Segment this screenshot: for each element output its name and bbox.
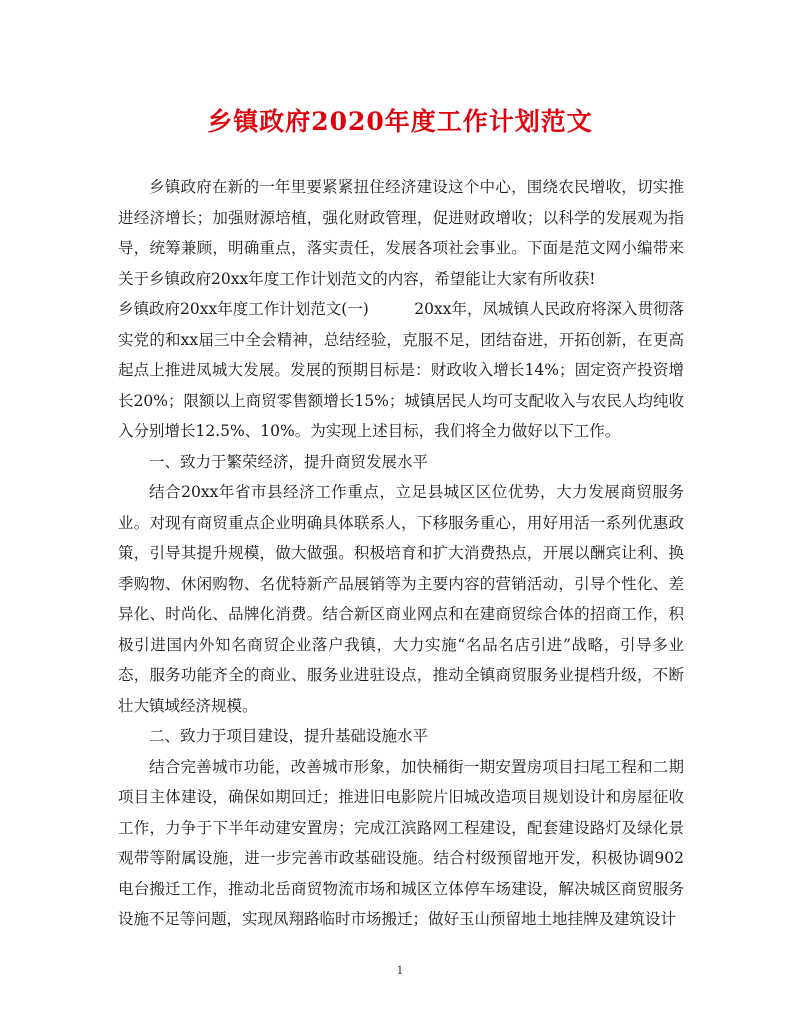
heading-two: 二、致力于项目建设，提升基础设施水平 <box>149 727 429 745</box>
paragraph-one: 结合20xx年省市县经济工作重点，立足县城区区位优势，大力发展商贸服务业。对现有商贸重点企业明确具体联系人，下移服务重心，用好用活一系列优惠政策，引导其提升规模，做大做强。积极培育和扩大消费热点，开展以酬宾让利、换季购物、休闲购物、名优特新产品展销等为主要内容的营销活动，引导个性化、差异化、时尚化、品牌化消费。结合新区商业网点和在建商贸综合体的招商工作，积极引进国内外知名商贸企业落户我镇，大力实施“名品名店引进”战略，引导多业态，服务功能齐全的商业、服务业进驻设点，推动全镇商贸服务业提档升级，不断壮大镇域经济规模。 <box>118 483 684 715</box>
section-heading-line <box>118 294 684 325</box>
document-body <box>118 172 684 935</box>
section-label: 乡镇政府20xx年度工作计划范文(一) <box>118 300 369 318</box>
paragraph-two: 结合完善城市功能，改善城市形象，加快桶街一期安置房项目扫尾工程和二期项目主体建设，确保如期回迁；推进旧电影院片旧城改造项目规划设计和房屋征收工作，力争于下半年动建安置房；完成江滨路网工程建设，配套建设路灯及绿化景观带等附属设施，进一步完善市政基础设施。结合村级预留地开发，积极协调902电台搬迁工作，推动北岳商贸物流市场和城区立体停车场建设，解决城区商贸服务设施不足等问题，实现凤翔路临时市场搬迁；做好玉山预留地土地挂牌及建筑设计 <box>118 757 684 928</box>
intro-paragraph: 乡镇政府在新的一年里要紧紧扭住经济建设这个中心，围绕农民增收，切实推进经济增长；加强财源培植，强化财政管理，促进财政增收；以科学的发展观为指导，统筹兼顾，明确重点，落实责任，发展各项社会事业。下面是范文网小编带来关于乡镇政府20xx年度工作计划范文的内容，希望能让大家有所收获! <box>118 178 684 288</box>
heading-one: 一、致力于繁荣经济，提升商贸发展水平 <box>149 452 429 471</box>
document-title: 乡镇政府2020年度工作计划范文 <box>207 107 593 136</box>
section-body-paragraph: 实党的和xx届三中全会精神，总结经验，克服不足，团结奋进，开拓创新，在更高起点上推进凤城大发展。发展的预期目标是：财政收入增长14%；固定资产投资增长20%；限额以上商贸零售额增长15%；城镇居民人均可支配收入与农民人均纯收入分别增长12.5%、10%。为实现上述目标，我们将全力做好以下工作。 <box>118 330 684 440</box>
section-lead: 20xx年，凤城镇人民政府将深入贯彻落 <box>414 300 684 318</box>
page-number: 1 <box>396 964 404 977</box>
